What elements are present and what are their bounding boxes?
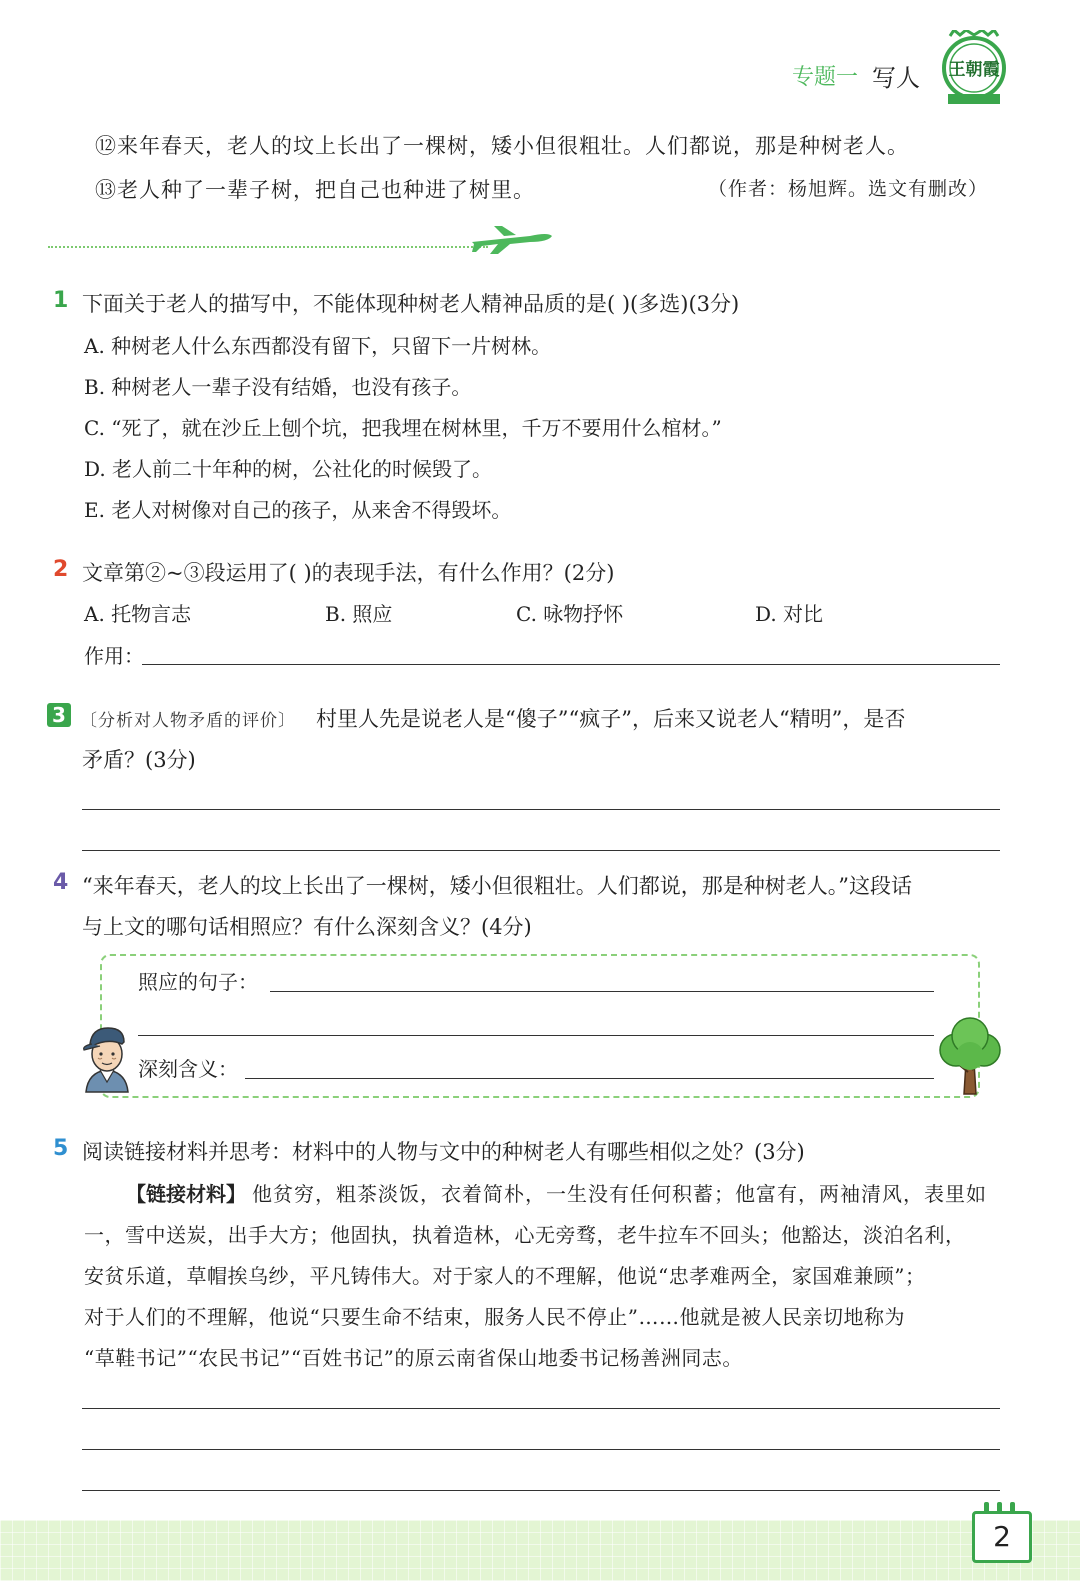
section-divider xyxy=(48,246,488,248)
question-2-option-b: B. 照应 xyxy=(325,602,393,626)
question-4-sentence-label: 照应的句子： xyxy=(138,970,258,994)
question-3-number: 3 xyxy=(47,703,71,727)
question-3-text-line-1: 村里人先是说老人是“傻子”“疯子”，后来又说老人“精明”，是否 xyxy=(316,707,906,731)
question-4-meaning-line[interactable] xyxy=(138,1035,934,1036)
svg-text:王朝霞: 王朝霞 xyxy=(948,60,1000,80)
footer-grid-band xyxy=(0,1520,1080,1581)
question-2-number: 2 xyxy=(53,557,69,582)
question-2-option-a: A. 托物言志 xyxy=(84,602,192,626)
link-material-line-3: 安贫乐道，草帽挨乌纱，平凡铸伟大。对于家人的不理解，他说“忠孝难两全，家国难兼顾”； xyxy=(84,1264,926,1288)
question-5-answer-line[interactable] xyxy=(82,1408,1000,1409)
link-material-line-1: 他贫穷，粗茶淡饭，衣着简朴，一生没有任何积蓄；他富有，两袖清风，表里如 xyxy=(252,1182,987,1206)
question-1-option-b: B. 种树老人一辈子没有结婚，也没有孩子。 xyxy=(84,375,472,399)
page-number: 2 xyxy=(972,1511,1032,1563)
story-source: （作者：杨旭辉。选文有删改） xyxy=(708,178,989,200)
question-1-option-e: E. 老人对树像对自己的孩子，从来舍不得毁坏。 xyxy=(84,498,512,522)
question-2-option-d: D. 对比 xyxy=(755,602,824,626)
question-2-answer-line[interactable] xyxy=(142,664,1000,665)
publisher-logo xyxy=(940,30,1008,106)
question-4-sentence-line[interactable] xyxy=(270,991,934,992)
question-1-option-c: C. “死了，就在沙丘上刨个坑，把我埋在树林里，千万不要用什么棺材。” xyxy=(84,416,722,440)
question-1-option-a: A. 种树老人什么东西都没有留下，只留下一片树林。 xyxy=(84,334,552,358)
question-2-answer-label: 作用： xyxy=(84,644,144,668)
question-4-meaning-line[interactable] xyxy=(245,1078,934,1079)
question-1-number: 1 xyxy=(53,288,69,313)
question-5-answer-line[interactable] xyxy=(82,1449,1000,1450)
question-1-option-d: D. 老人前二十年种的树，公社化的时候毁了。 xyxy=(84,457,493,481)
story-paragraph-13: ⑬老人种了一辈子树，把自己也种进了树里。 xyxy=(95,178,535,202)
question-2-option-c: C. 咏物抒怀 xyxy=(516,602,624,626)
old-man-icon xyxy=(78,1020,136,1096)
question-1-text: 下面关于老人的描写中，不能体现种树老人精神品质的是( )(多选)(3分) xyxy=(82,292,740,316)
tree-icon xyxy=(934,1016,1006,1096)
question-3-answer-line[interactable] xyxy=(82,850,1000,851)
question-5-number: 5 xyxy=(53,1136,69,1161)
question-4-meaning-label: 深刻含义： xyxy=(138,1057,238,1081)
link-material-line-4: 对于人们的不理解，他说“只要生命不结束，服务人民不停止”……他就是被人民亲切地称为 xyxy=(84,1305,905,1329)
question-4-text-line-1: “来年春天，老人的坟上长出了一棵树，矮小但很粗壮。人们都说，那是种树老人。”这段话 xyxy=(82,874,912,898)
header-title: 写人 xyxy=(872,64,920,92)
question-3-answer-line[interactable] xyxy=(82,809,1000,810)
question-3-tag: 〔分析对人物矛盾的评价〕 xyxy=(80,711,296,731)
question-3-text-line-2: 矛盾？(3分) xyxy=(82,748,196,772)
header-topic: 专题一 xyxy=(792,65,859,90)
link-material-label: 【链接材料】 xyxy=(126,1182,246,1206)
question-4-text-line-2: 与上文的哪句话相照应？有什么深刻含义？(4分) xyxy=(82,915,532,939)
airplane-icon xyxy=(470,222,554,256)
question-5-text: 阅读链接材料并思考：材料中的人物与文中的种树老人有哪些相似之处？(3分) xyxy=(82,1140,805,1164)
story-paragraph-12: ⑫来年春天，老人的坟上长出了一棵树，矮小但很粗壮。人们都说，那是种树老人。 xyxy=(95,134,909,158)
question-2-text: 文章第②~③段运用了( )的表现手法，有什么作用？(2分) xyxy=(82,561,615,585)
question-4-number: 4 xyxy=(53,870,69,895)
link-material-line-2: 一，雪中送炭，出手大方；他固执，执着造林，心无旁骛，老牛拉车不回头；他豁达，淡泊名利， xyxy=(84,1223,966,1247)
question-5-answer-line[interactable] xyxy=(82,1490,1000,1491)
link-material-line-5: “草鞋书记”“农民书记”“百姓书记”的原云南省保山地委书记杨善洲同志。 xyxy=(84,1346,743,1370)
